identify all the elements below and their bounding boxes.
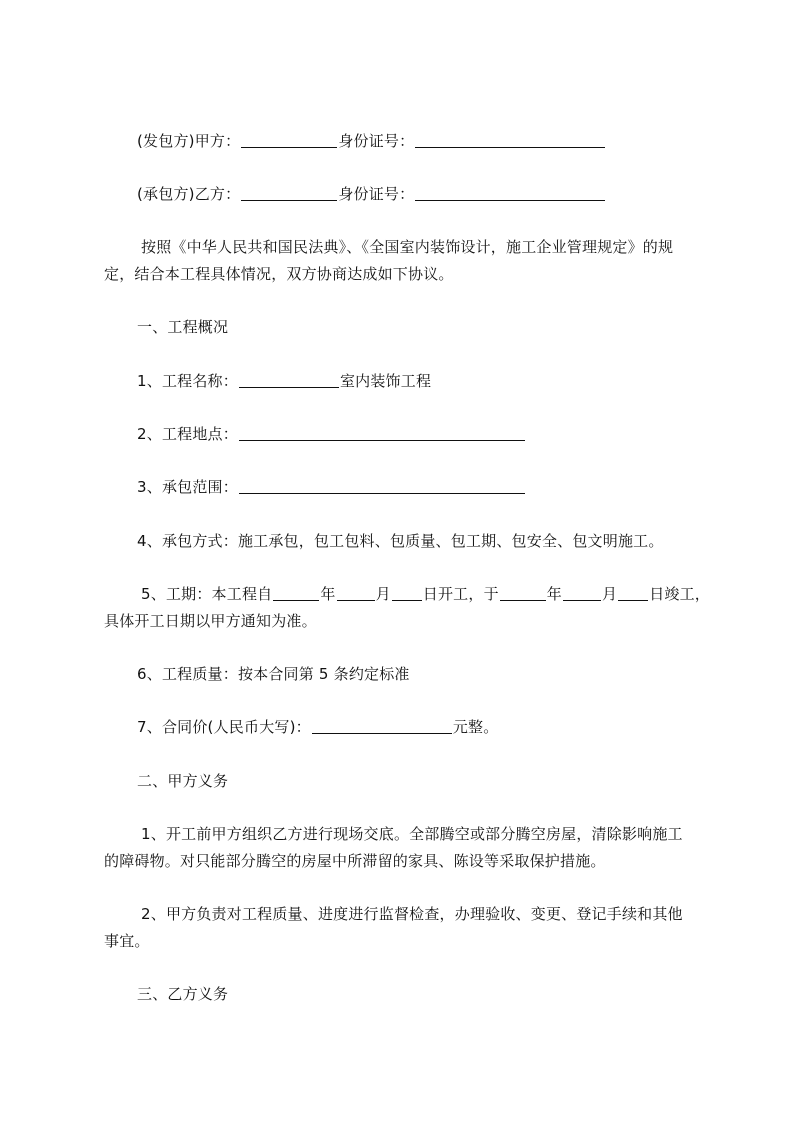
- start-year-label: 年: [320, 585, 336, 603]
- party-a-label: (发包方)甲方：: [137, 132, 241, 150]
- item-quality: 6、工程质量：按本合同第 5 条约定标准: [137, 665, 410, 683]
- item-contract-method: 4、承包方式：施工承包，包工包料、包质量、包工期、包安全、包文明施工。: [137, 532, 664, 550]
- party-b-name-blank[interactable]: [241, 185, 337, 201]
- start-day-blank[interactable]: [392, 585, 422, 601]
- project-name-suffix: 室内装饰工程: [339, 372, 432, 390]
- start-month-label: 月: [375, 585, 391, 603]
- party-a-duty-1-line-2: 的障碍物。对只能部分腾空的房屋中所滞留的家具、陈设等采取保护措施。: [104, 852, 606, 870]
- item-contract-price: [137, 717, 498, 737]
- party-b-id-blank[interactable]: [415, 185, 605, 201]
- end-month-label: 月: [601, 585, 618, 603]
- end-year-label: 年: [546, 585, 562, 603]
- party-a-line: [137, 131, 606, 151]
- party-b-id-label: 身份证号：: [338, 185, 415, 203]
- schedule-prefix: 5、工期：本工程自: [141, 585, 273, 603]
- party-a-duty-2-line-1: 2、甲方负责对工程质量、进度进行监督检查，办理验收、变更、登记手续和其他: [141, 905, 683, 923]
- party-b-label: (承包方)乙方：: [137, 185, 241, 203]
- end-year-blank[interactable]: [500, 585, 546, 601]
- project-name-label: 1、工程名称：: [137, 372, 238, 390]
- preamble-line-2: 定，结合本工程具体情况，双方协商达成如下协议。: [104, 265, 454, 283]
- start-year-blank[interactable]: [273, 585, 319, 601]
- preamble-line-1: 按照《中华人民共和国民法典》、《全国室内装饰设计，施工企业管理规定》的规: [141, 238, 674, 256]
- start-day-label: 日开工，于: [422, 585, 499, 603]
- start-month-blank[interactable]: [337, 585, 375, 601]
- party-a-duty-1-line-1: 1、开工前甲方组织乙方进行现场交底。全部腾空或部分腾空房屋，清除影响施工: [141, 825, 683, 843]
- item-schedule-line-1: [141, 584, 710, 604]
- section-3-heading: 三、乙方义务: [137, 985, 229, 1003]
- party-a-id-label: 身份证号：: [338, 132, 415, 150]
- end-day-blank[interactable]: [618, 585, 648, 601]
- party-a-duty-2-line-2: 事宜。: [104, 932, 150, 950]
- end-month-blank[interactable]: [563, 585, 601, 601]
- party-a-name-blank[interactable]: [241, 132, 337, 148]
- item-project-name: [137, 371, 431, 391]
- contract-price-suffix: 元整。: [452, 718, 499, 736]
- section-2-heading: 二、甲方义务: [137, 772, 229, 790]
- project-location-label: 2、工程地点：: [137, 425, 238, 443]
- project-location-blank[interactable]: [239, 425, 525, 441]
- party-a-id-blank[interactable]: [415, 132, 605, 148]
- project-name-blank[interactable]: [239, 372, 339, 388]
- contract-price-blank[interactable]: [312, 718, 452, 734]
- item-schedule-line-2: 具体开工日期以甲方通知为准。: [104, 612, 317, 630]
- item-project-location: [137, 424, 526, 444]
- end-day-label: 日竣工，: [649, 585, 710, 603]
- party-b-line: [137, 184, 606, 204]
- contract-scope-blank[interactable]: [239, 478, 525, 494]
- contract-price-label: 7、合同价(人民币大写)：: [137, 718, 311, 736]
- contract-scope-label: 3、承包范围：: [137, 478, 238, 496]
- section-1-heading: 一、工程概况: [137, 318, 229, 336]
- item-contract-scope: [137, 477, 526, 497]
